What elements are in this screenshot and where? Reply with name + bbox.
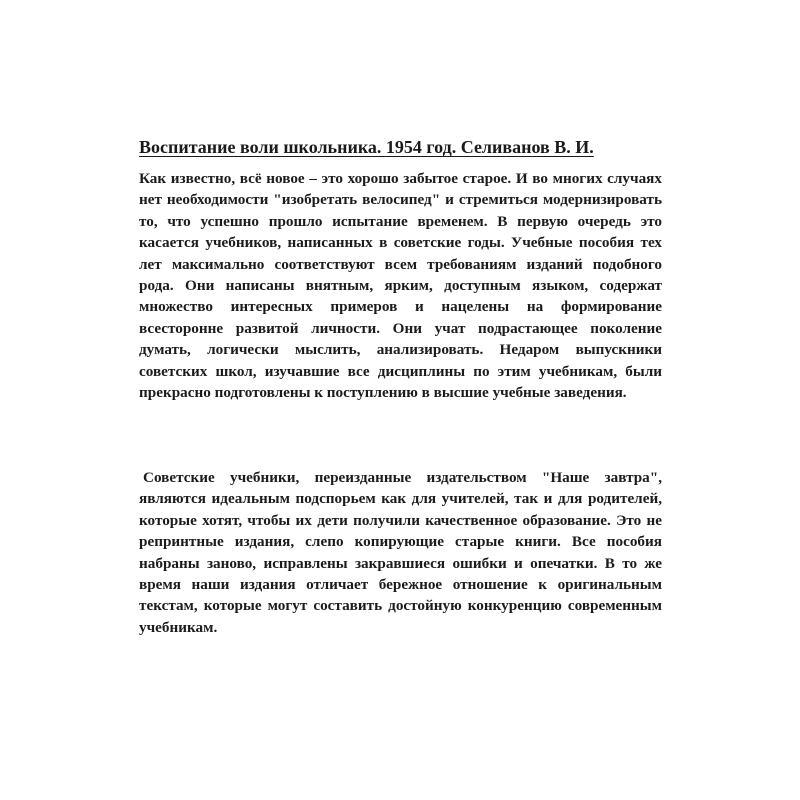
- document-title: Воспитание воли школьника. 1954 год. Селиванов В. И.: [139, 137, 594, 157]
- paragraph-1: Как известно, всё новое – это хорошо забытое старое. И во многих случаях нет необходимости "изобретать велосипед" и стремиться модернизировать то, что успешно прошло испытание временем. В первую очередь это касается учебников, написанных в советские годы. Учебные пособия тех лет максимально соответствуют всем требованиям изданий подобного рода. Они написаны внятным, ярким, доступным языком, содержат множество интересных примеров и нацелены на формирование всесторонне развитой личности. Они учат подрастающее поколение думать, логически мыслить, анализировать. Недаром выпускники советских школ, изучавшие все дисциплины по этим учебникам, были прекрасно подготовлены к поступлению в высшие учебные заведения.: [139, 170, 662, 402]
- paragraph-2: Советские учебники, переизданные издательством "Наше завтра", являются идеальным подспорьем как для учителей, так и для родителей, которые хотят, чтобы их дети получили качественное образование. Это не репринтные издания, слепо копирующие старые книги. Все пособия набраны заново, исправлены закравшиеся ошибки и опечатки. В то же время наши издания отличает бережное отношение к оригинальным текстам, которые могут составить достойную конкуренцию современным учебникам.: [139, 469, 662, 636]
